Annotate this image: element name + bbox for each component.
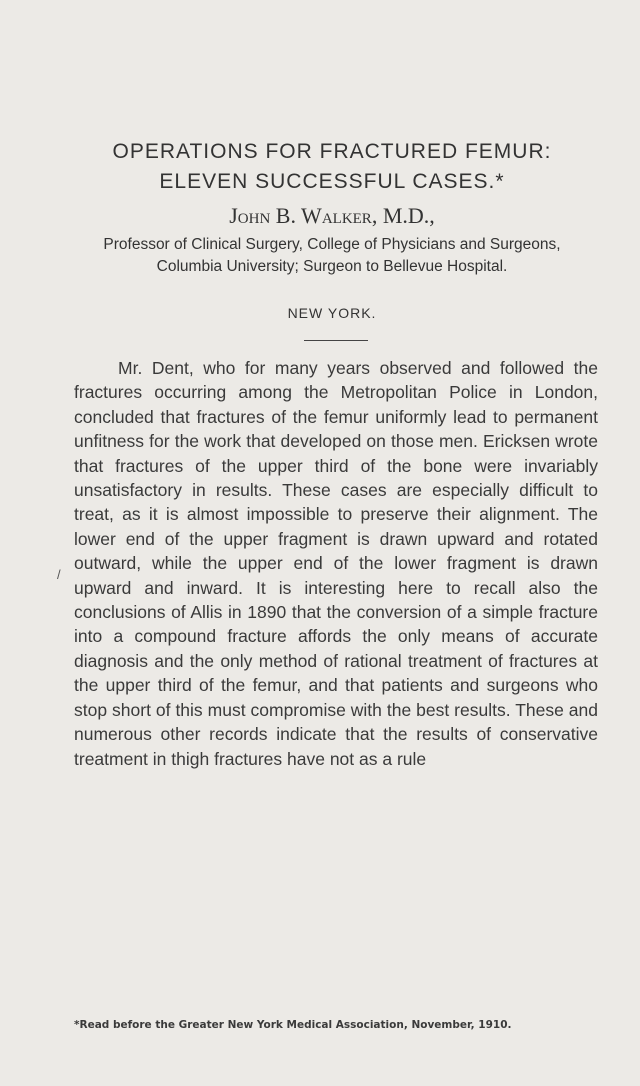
divider-rule <box>304 340 368 341</box>
body-paragraph: Mr. Dent, who for many years observed and followed the fractures occurring among the Metropolitan Police in London, concluded that fractures of the femur uniformly lead to permanent unfitness for the work that developed on those men. Ericksen wrote that fractures of the upper third of the bone were invariably unsatisfactory in results. These cases are especially difficult to treat, as it is almost impossible to preserve their alignment. The lower end of the upper fragment is drawn upward and rotated outward, while the upper end of the lower fragment is drawn upward and inward. It is interesting here to recall also the conclusions of Allis in 1890 that the conversion of a simple fracture into a compound fracture affords the only means of accurate diagnosis and the only method of rational treatment of fractures at the upper third of the femur, and that patients and surgeons who stop short of this must compromise with the best results. These and numerous other records indicate that the results of conservative treatment in thigh fractures have not as a rule <box>74 358 598 769</box>
author-affiliation: Professor of Clinical Surgery, College of Physicians and Surgeons, Columbia University; Surgeon to Bellevue Hospital. <box>103 236 561 275</box>
author-name: John B. Walker, M.D., <box>229 203 435 228</box>
author-city: NEW YORK. <box>287 305 377 321</box>
article-title-line-2: ELEVEN SUCCESSFUL CASES.* <box>159 170 505 193</box>
margin-mark: / <box>57 567 61 582</box>
footnote: *Read before the Greater New York Medical Association, November, 1910. <box>74 1019 512 1031</box>
article-title-line-1: OPERATIONS FOR FRACTURED FEMUR: <box>112 140 552 163</box>
